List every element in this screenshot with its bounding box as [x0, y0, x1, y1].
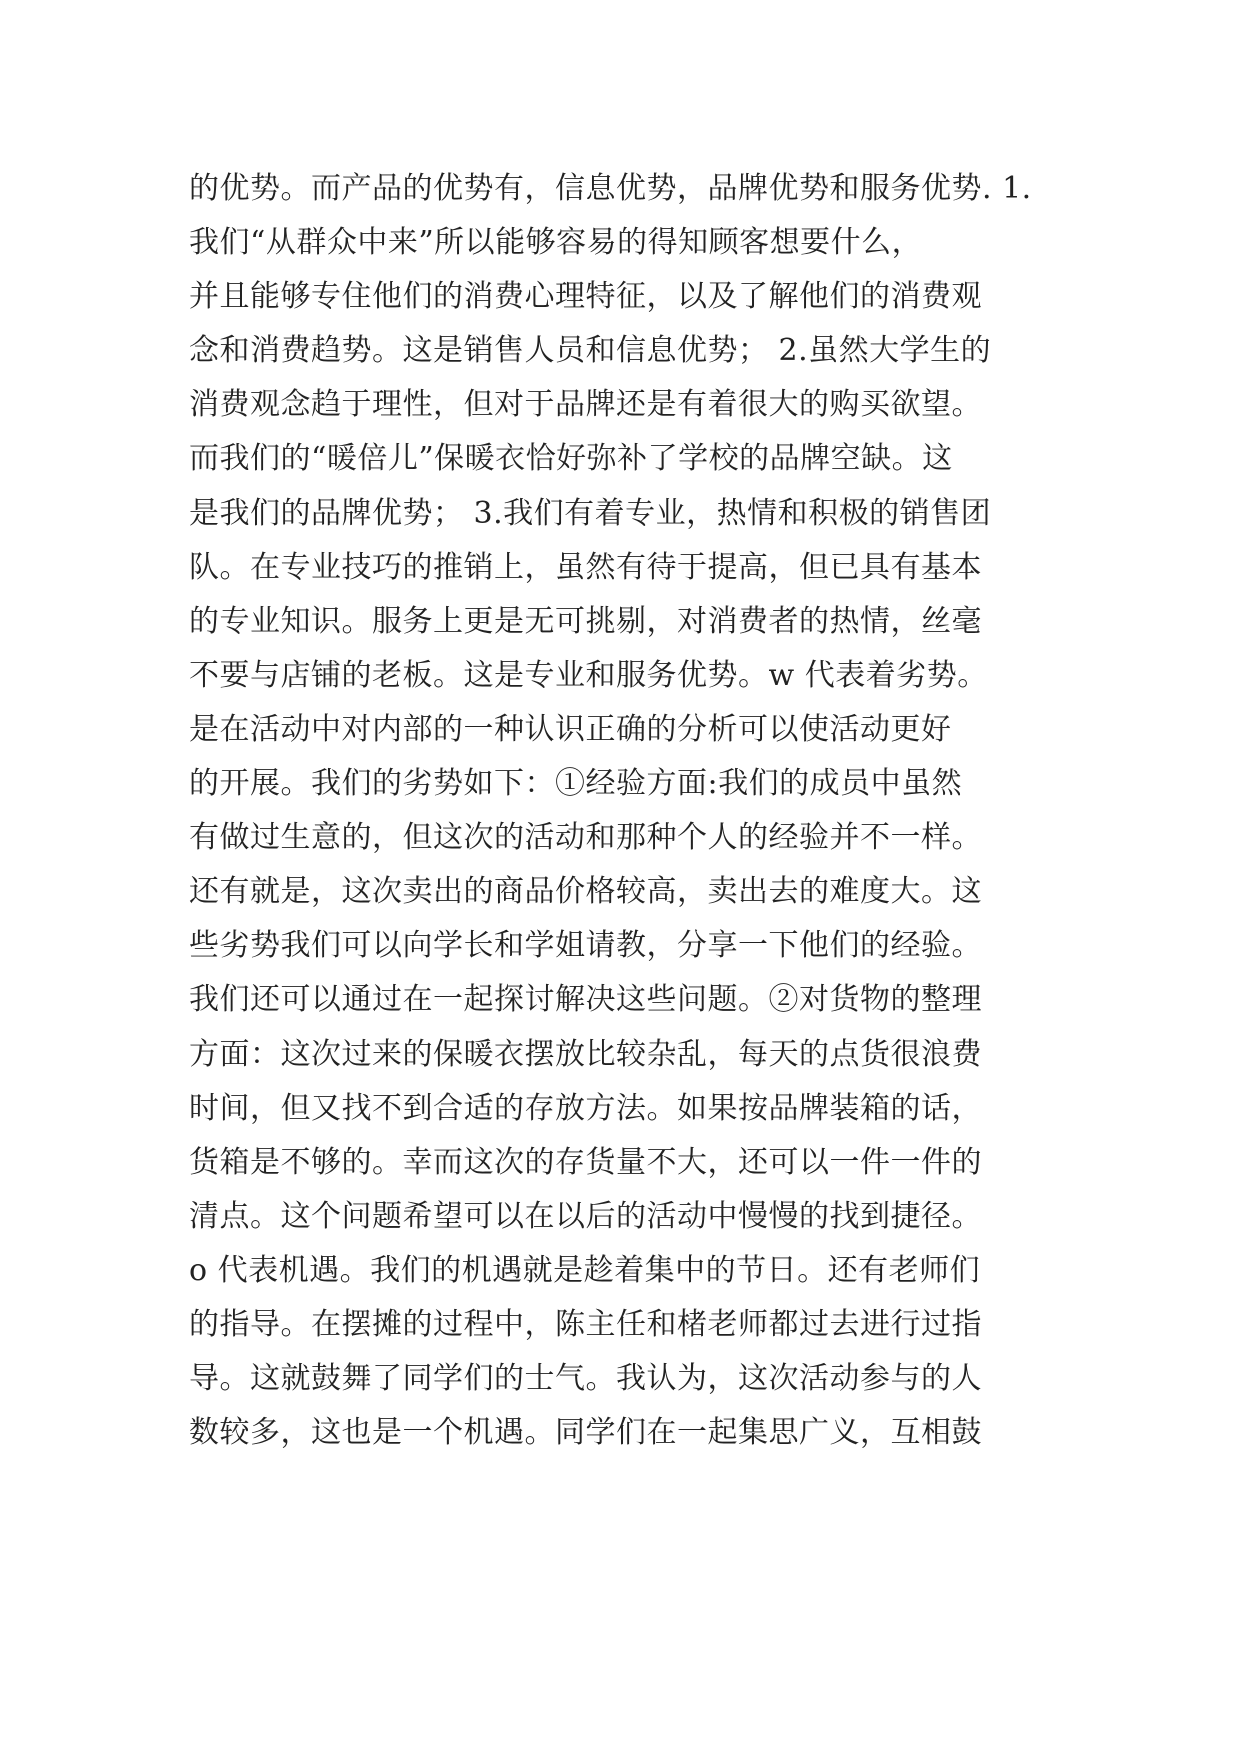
text-line: 导。这就鼓舞了同学们的士气。我认为，这次活动参与的人	[189, 1361, 982, 1397]
text-line: 的优势。而产品的优势有，信息优势，品牌优势和服务优势. 1.	[189, 171, 1032, 206]
text-line: 我们“从群众中来”所以能够容易的得知顾客想要什么，	[189, 225, 923, 261]
text-line: 而我们的“暖倍儿”保暖衣恰好弥补了学校的品牌空缺。这	[189, 441, 953, 477]
text-line: 方面：这次过来的保暖衣摆放比较杂乱，每天的点货很浪费	[189, 1036, 982, 1072]
text-line: 的专业知识。服务上更是无可挑剔，对消费者的热情，丝毫	[189, 603, 982, 639]
text-line: 的指导。在摆摊的过程中，陈主任和楮老师都过去进行过指	[189, 1306, 982, 1342]
text-line: 念和消费趋势。这是销售人员和信息优势； 2.虽然大学生的	[189, 333, 992, 369]
text-line: o 代表机遇。我们的机遇就是趁着集中的节日。还有老师们	[189, 1252, 981, 1288]
text-line: 是我们的品牌优势； 3.我们有着专业，热情和积极的销售团	[189, 495, 992, 531]
text-line: 的开展。我们的劣势如下：①经验方面:我们的成员中虽然	[189, 766, 963, 802]
text-line: 清点。这个问题希望可以在以后的活动中慢慢的找到捷径。	[189, 1198, 982, 1234]
text-line: 我们还可以通过在一起探讨解决这些问题。②对货物的整理	[189, 982, 982, 1018]
text-line: 不要与店铺的老板。这是专业和服务优势。w 代表着劣势。	[189, 657, 988, 693]
text-line: 消费观念趋于理性，但对于品牌还是有着很大的购买欲望。	[189, 387, 982, 423]
text-line: 些劣势我们可以向学长和学姐请教，分享一下他们的经验。	[189, 928, 982, 964]
text-line: 队。在专业技巧的推销上，虽然有待于提高，但已具有基本	[189, 549, 982, 585]
text-line: 并且能够专住他们的消费心理特征，以及了解他们的消费观	[189, 279, 982, 315]
text-line: 是在活动中对内部的一种认识正确的分析可以使活动更好	[189, 711, 952, 747]
body-text	[189, 162, 1069, 1460]
text-line: 数较多，这也是一个机遇。同学们在一起集思广义，互相鼓	[189, 1415, 982, 1451]
text-line: 货箱是不够的。幸而这次的存货量不大，还可以一件一件的	[189, 1144, 982, 1180]
text-line: 还有就是，这次卖出的商品价格较高，卖出去的难度大。这	[189, 874, 982, 910]
text-line: 时间，但又找不到合适的存放方法。如果按品牌装箱的话，	[189, 1090, 982, 1126]
text-line: 有做过生意的，但这次的活动和那种个人的经验并不一样。	[189, 820, 982, 856]
